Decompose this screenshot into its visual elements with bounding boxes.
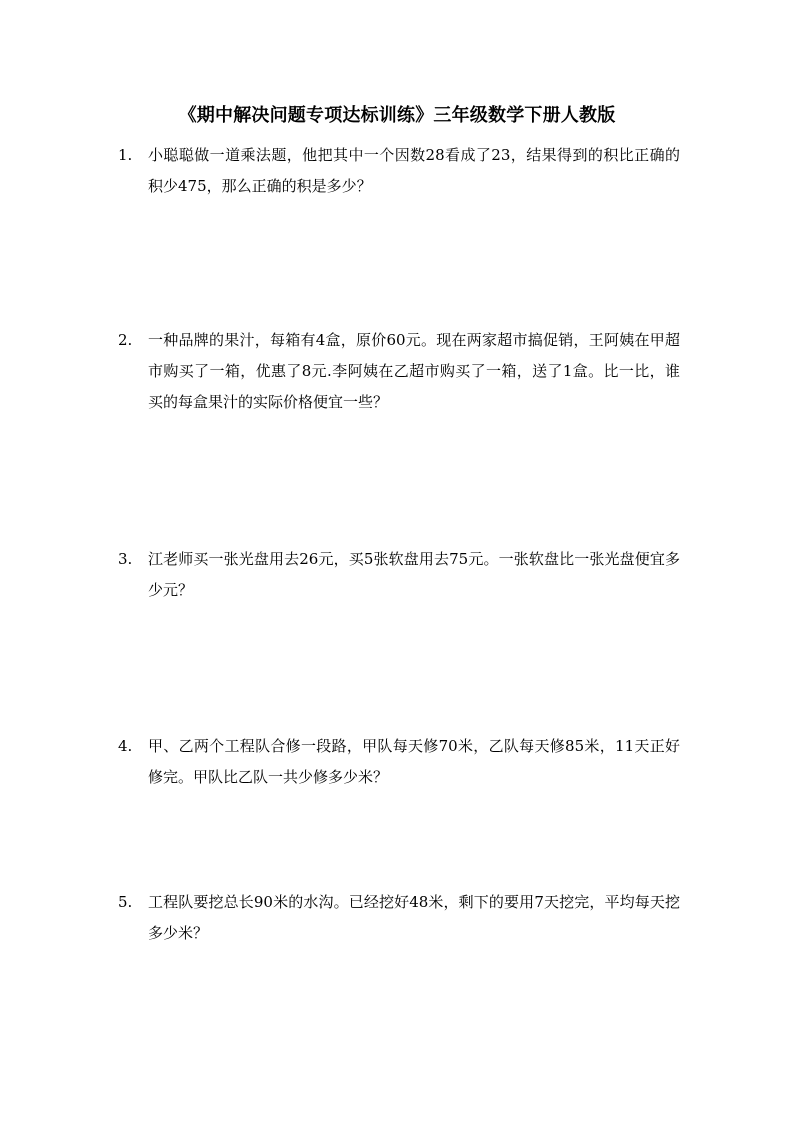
question-text: 一种品牌的果汁，每箱有4盒，原价60元。现在两家超市搞促销，王阿姨在甲超市购买了一箱，优惠了8元.李阿姨在乙超市购买了一箱，送了1盒。比一比，谁买的每盒果汁的实际价格便宜一些？ [148,331,680,411]
question-number: 3. [118,550,133,568]
question-number: 2. [118,331,133,349]
question-item [118,731,680,793]
question-item [118,887,680,949]
question-text: 工程队要挖总长90米的水沟。已经挖好48米，剩下的要用7天挖完，平均每天挖多少米？ [148,893,680,942]
question-item [118,325,680,418]
question-number: 1. [118,146,133,164]
document-title: 《期中解决问题专项达标训练》三年级数学下册人教版 [178,105,616,126]
question-text: 小聪聪做一道乘法题，他把其中一个因数28看成了23，结果得到的积比正确的积少475，那么正确的积是多少？ [148,146,680,195]
question-text: 甲、乙两个工程队合修一段路，甲队每天修70米，乙队每天修85米，11天正好修完。甲队比乙队一共少修多少米？ [148,737,680,786]
question-item [118,544,680,606]
question-item [118,140,680,202]
question-number: 5. [118,893,133,911]
question-text: 江老师买一张光盘用去26元，买5张软盘用去75元。一张软盘比一张光盘便宜多少元？ [148,550,680,599]
question-number: 4. [118,737,133,755]
